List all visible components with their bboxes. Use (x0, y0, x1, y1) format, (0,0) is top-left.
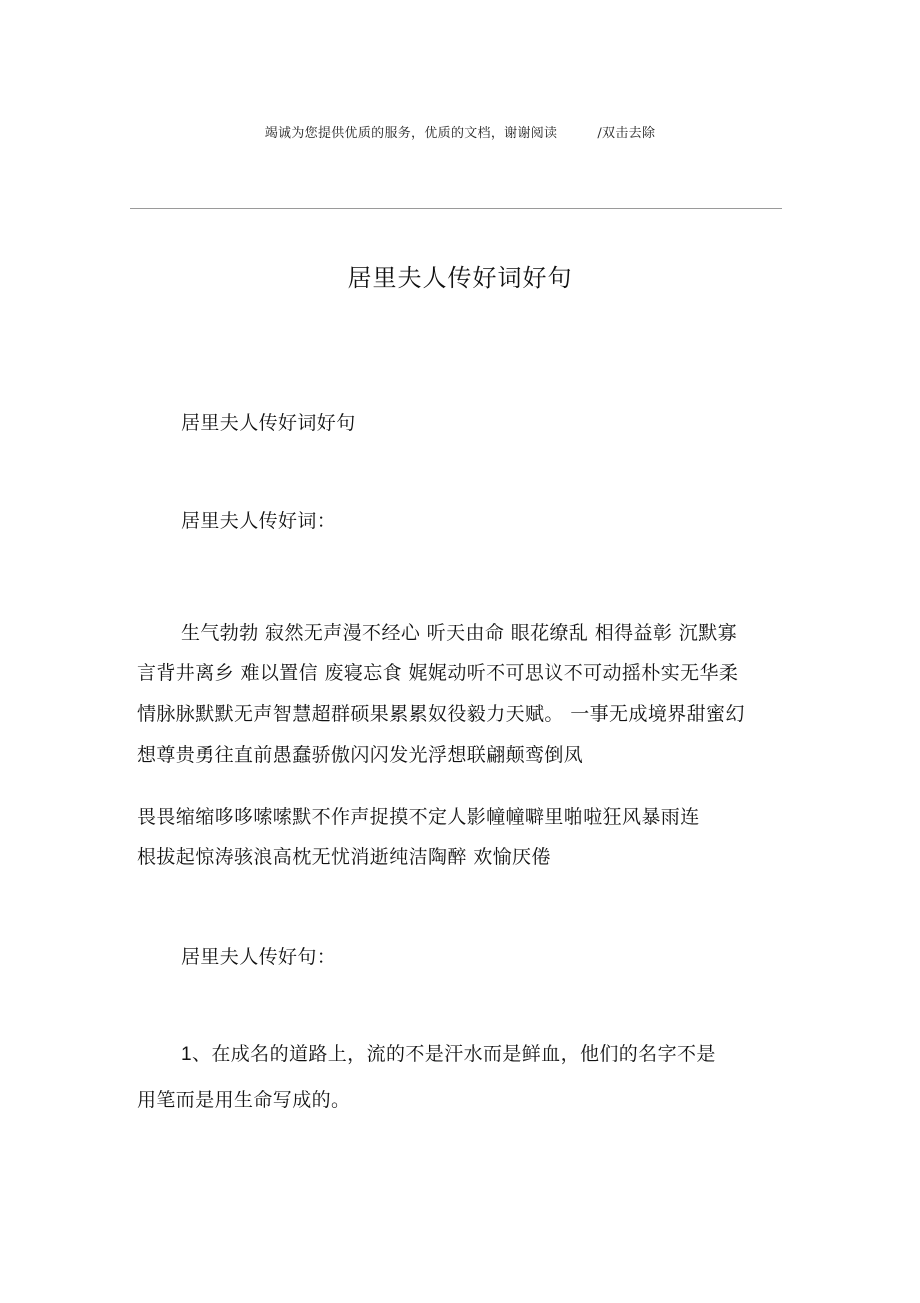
section-heading-sentences: 居里夫人传好句： (181, 946, 337, 968)
sentence-number: 1 (181, 1044, 192, 1065)
words-line: 根拔起惊涛骇浪高枕无忧消逝纯洁陶醉 欢愉厌倦 (137, 846, 551, 868)
header-note[interactable] (0, 122, 920, 141)
words-line: 言背井离乡 难以置信 废寝忘食 娓娓动听不可思议不可动摇朴实无华柔 (137, 662, 739, 684)
words-line: 情脉脉默默无声智慧超群硕果累累奴役毅力天赋。 一事无成境界甜蜜幻 (137, 703, 745, 725)
words-line: 畏畏缩缩哆哆嗦嗦默不作声捉摸不定人影幢幢噼里啪啦狂风暴雨连 (137, 806, 700, 828)
subtitle: 居里夫人传好词好句 (181, 412, 356, 434)
words-line: 想尊贵勇往直前愚蠢骄傲闪闪发光浮想联翩颠鸾倒凤 (137, 744, 584, 766)
header-divider (130, 208, 782, 209)
section-heading-words: 居里夫人传好词： (181, 510, 337, 532)
page-title: 居里夫人传好词好句 (347, 264, 573, 292)
sentence-text-line2: 用笔而是用生命写成的。 (137, 1089, 351, 1111)
sentence-text-line1: 、在成名的道路上，流的不是汗水而是鲜血，他们的名字不是 (191, 1043, 716, 1065)
header-note-remove[interactable]: /双击去除 (597, 126, 656, 141)
header-note-text: 竭诚为您提供优质的服务，优质的文档，谢谢阅读 (264, 126, 558, 141)
words-line: 生气勃勃 寂然无声漫不经心 听天由命 眼花缭乱 相得益彰 沉默寡 (181, 622, 737, 644)
sentence-item (181, 1039, 716, 1066)
